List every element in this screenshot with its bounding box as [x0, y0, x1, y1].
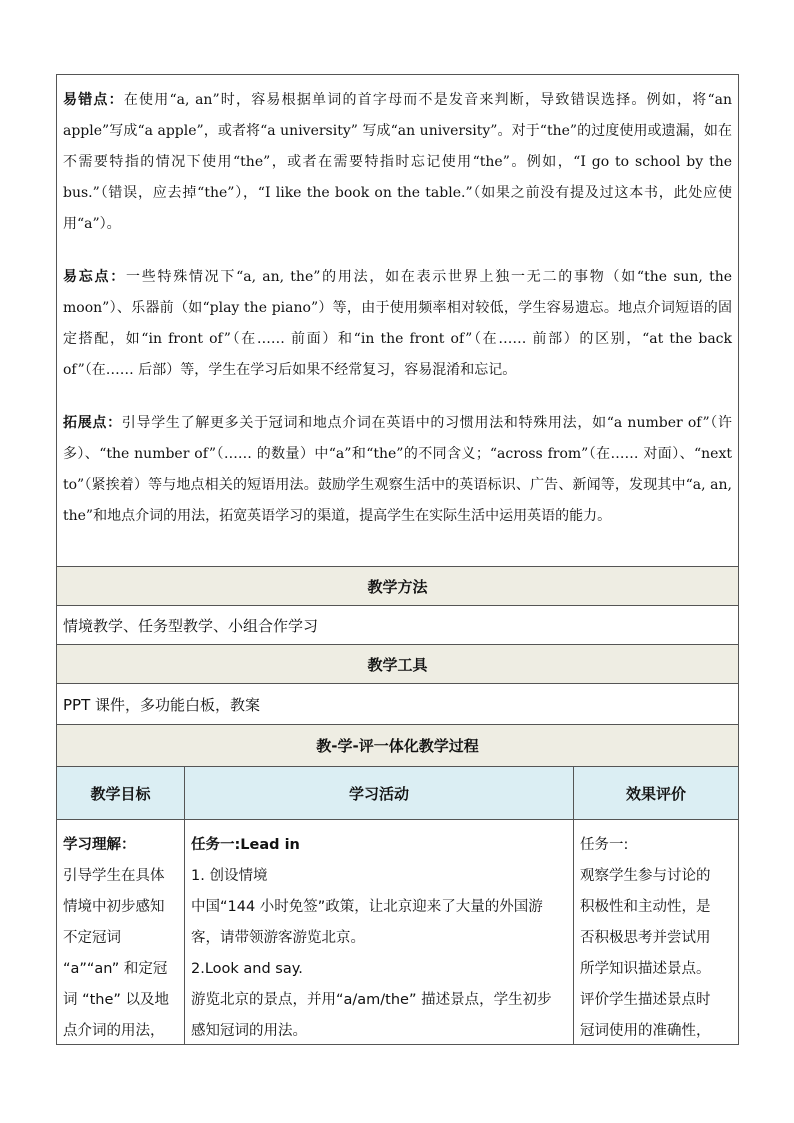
activity-line: 客，请带领游客游览北京。	[191, 930, 365, 946]
evaluation-line: 观察学生参与讨论的	[580, 868, 711, 884]
error-prone-paragraph	[63, 85, 732, 240]
tools-content: PPT 课件，多功能白板，教案	[57, 683, 738, 724]
process-header: 教-学-评一体化教学过程	[57, 724, 738, 766]
evaluation-cell	[574, 820, 738, 1044]
activity-line: 中国“144 小时免签”政策，让北京迎来了大量的外国游	[191, 899, 543, 915]
error-prone-label: 易错点：	[63, 92, 124, 108]
goal-line: 词 “the” 以及地	[63, 992, 170, 1008]
evaluation-line: 积极性和主动性，是	[580, 899, 711, 915]
evaluation-line: 否积极思考并尝试用	[580, 930, 711, 946]
activity-line: 游览北京的景点，并用“a/am/the” 描述景点，学生初步	[191, 992, 552, 1008]
goal-line: 情境中初步感知	[63, 899, 165, 915]
easy-forget-text: 一些特殊情况下“a, an, the”的用法，如在表示世界上独一无二的事物（如“the sun, the moon”）、乐器前（如“play the piano”）等，由于使用频率相对较低，学生容易遗忘。地点介词短语的固定搭配，如“in front of”（在…… 前面）和“in the front of”（在…… 前部）的区别，“at the back of”（在…… 后部）等，学生在学习后如果不经常复习，容易混淆和忘记。	[63, 269, 732, 378]
goal-line: 学习理解：	[63, 837, 136, 853]
error-prone-text: 在使用“a, an”时，容易根据单词的首字母而不是发音来判断，导致错误选择。例如，将“an apple”写成“a apple”，或者将“a university” 写成“an university”。对于“the”的过度使用或遗漏，如在不需要特指的情况下使用“the”，或者在需要特指时忘记使用“the”。例如，“I go to school by the bus.”（错误，应去掉“the”），“I like the book on the table.”（如果之前没有提及过这本书，此处应使用“a”）。	[63, 92, 732, 232]
easy-forget-label: 易忘点：	[63, 269, 126, 285]
goal-line: 引导学生在具体	[63, 868, 165, 884]
column-header-evaluation: 效果评价	[574, 767, 738, 819]
lesson-plan-table	[56, 74, 739, 1045]
extension-label: 拓展点：	[63, 415, 122, 431]
goal-line: “a”“an” 和定冠	[63, 961, 168, 977]
activity-line: 1. 创设情境	[191, 868, 268, 884]
tools-header: 教学工具	[57, 644, 738, 683]
goal-cell	[57, 820, 185, 1044]
extension-text: 引导学生了解更多关于冠词和地点介词在英语中的习惯用法和特殊用法，如“a number of”（许多）、“the number of”（…… 的数量）中“a”和“the”的不同含义；“across from”（在…… 对面）、“next to”（紧挨着）等与地点相关的短语用法。鼓励学生观察生活中的英语标识、广告、新闻等，发现其中“a, an, the”和地点介词的用法，拓宽英语学习的渠道，提高学生在实际生活中运用英语的能力。	[63, 415, 733, 524]
extension-paragraph	[63, 408, 732, 532]
notes-section	[57, 75, 738, 575]
evaluation-line: 所学知识描述景点。	[580, 961, 711, 977]
evaluation-line: 冠词使用的准确性，	[580, 1023, 711, 1039]
goal-line: 点介词的用法，	[63, 1023, 165, 1039]
evaluation-line: 任务一:	[580, 837, 629, 853]
activity-line: 任务一:Lead in	[191, 837, 300, 853]
method-content: 情境教学、任务型教学、小组合作学习	[57, 605, 738, 644]
activity-cell	[185, 820, 574, 1044]
column-header-goal: 教学目标	[57, 767, 185, 819]
evaluation-line: 评价学生描述景点时	[580, 992, 711, 1008]
activity-line: 2.Look and say.	[191, 961, 303, 977]
goal-line: 不定冠词	[63, 930, 121, 946]
method-header: 教学方法	[57, 566, 738, 605]
process-row	[57, 819, 738, 1044]
column-header-activity: 学习活动	[185, 767, 574, 819]
activity-line: 感知冠词的用法。	[191, 1023, 307, 1039]
process-column-headers	[57, 766, 738, 819]
easy-forget-paragraph	[63, 262, 732, 386]
